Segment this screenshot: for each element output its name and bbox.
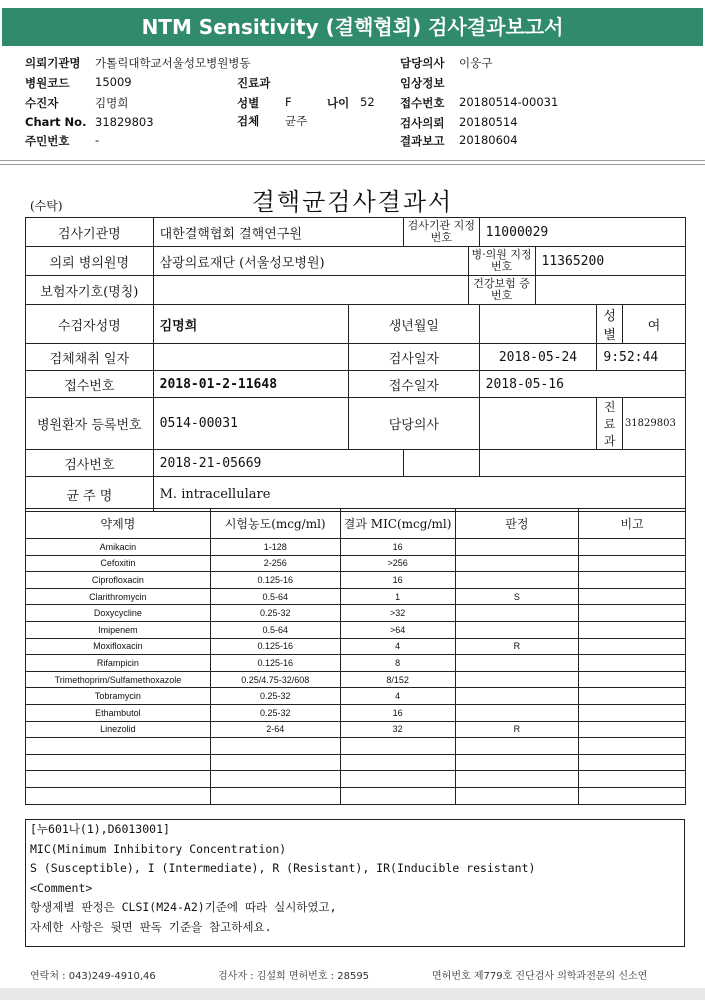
cell-interp: R xyxy=(455,638,579,655)
drug-header: 약제명 xyxy=(26,509,211,539)
cell-drug: Ciprofloxacin xyxy=(26,572,211,589)
cell-mic: 32 xyxy=(340,721,455,738)
request-value: 20180514 xyxy=(459,115,518,129)
cell-mic: 4 xyxy=(340,638,455,655)
cell-drug: Linezolid xyxy=(26,721,211,738)
table-row xyxy=(26,655,686,672)
cell-mic: >32 xyxy=(340,605,455,622)
results-table xyxy=(25,508,686,805)
cell-conc: 0.125-16 xyxy=(210,638,340,655)
receipt-no-value: 2018-01-2-11648 xyxy=(153,371,348,398)
empty-cell xyxy=(403,450,479,477)
reg-no-value: 0514-00031 xyxy=(153,398,348,450)
cell-conc: 0.125-16 xyxy=(210,572,340,589)
receipt-value: 20180514-00031 xyxy=(459,95,559,109)
insured-label: 보험자기호(명칭) xyxy=(26,276,154,305)
cell-conc: 0.25/4.75-32/608 xyxy=(210,671,340,688)
cell-drug xyxy=(26,787,211,804)
comment-line: 자세한 사항은 뒷면 판독 기준을 참고하세요. xyxy=(30,919,272,934)
name-value: 김명희 xyxy=(95,96,129,110)
cell-conc xyxy=(210,771,340,788)
cell-interp xyxy=(455,655,579,672)
birth-value xyxy=(479,305,597,344)
doctor-label: 담당의사 xyxy=(400,56,445,70)
report-value: 20180604 xyxy=(459,133,518,147)
age-label: 나이 xyxy=(327,96,350,110)
chart-label: Chart No. xyxy=(25,115,87,129)
cell-interp: S xyxy=(455,588,579,605)
request-label: 검사의뢰 xyxy=(400,116,445,130)
cell-interp xyxy=(455,539,579,556)
test-date-label: 검사일자 xyxy=(349,344,480,371)
strain-label: 균 주 명 xyxy=(26,477,154,512)
cell-conc: 0.5-64 xyxy=(210,588,340,605)
table-row xyxy=(26,572,686,589)
cell-note xyxy=(579,605,686,622)
table-row xyxy=(26,555,686,572)
cell-drug xyxy=(26,754,211,771)
cell-note xyxy=(579,787,686,804)
note-header: 비고 xyxy=(579,509,686,539)
table-row xyxy=(26,754,686,771)
doctor-value xyxy=(479,398,597,450)
specimen-value: 균주 xyxy=(285,114,308,128)
insured-value xyxy=(153,276,468,305)
empty-cell xyxy=(479,450,685,477)
cell-interp xyxy=(455,621,579,638)
test-date-value: 2018-05-24 xyxy=(479,344,597,371)
dept-value: 31829803 xyxy=(622,398,685,450)
lab-no-label: 검사기관 지정번호 xyxy=(403,218,479,247)
collect-label: 검체채취 일자 xyxy=(26,344,154,371)
report-label: 결과보고 xyxy=(400,134,445,148)
cell-conc: 1-128 xyxy=(210,539,340,556)
report-banner-title: NTM Sensitivity (결핵협회) 검사결과보고서 xyxy=(2,8,703,46)
health-no-label: 건강보험 증번호 xyxy=(468,276,535,305)
cell-mic: 16 xyxy=(340,704,455,721)
cell-mic: >256 xyxy=(340,555,455,572)
table-row xyxy=(26,605,686,622)
cell-conc xyxy=(210,738,340,755)
cell-interp xyxy=(455,605,579,622)
cell-interp xyxy=(455,787,579,804)
table-row xyxy=(26,638,686,655)
divider xyxy=(0,160,705,161)
comment-box xyxy=(25,819,685,947)
specimen-label: 검체 xyxy=(237,114,260,128)
req-hosp-value: 삼광의료재단 (서울성모병원) xyxy=(153,247,468,276)
cell-mic: >64 xyxy=(340,621,455,638)
cell-conc: 2-256 xyxy=(210,555,340,572)
cell-drug: Clarithromycin xyxy=(26,588,211,605)
id-label: 주민번호 xyxy=(25,134,70,148)
lab-value: 대한결핵협회 결핵연구원 xyxy=(153,218,403,247)
divider xyxy=(0,164,705,165)
footer-examiner: 검사자 : 김설희 면허번호 : 28595 xyxy=(218,971,370,982)
cell-note xyxy=(579,721,686,738)
cell-drug: Rifampicin xyxy=(26,655,211,672)
clinical-label: 임상정보 xyxy=(400,76,445,90)
bottom-strip xyxy=(0,988,705,1000)
comment-line: [누601나(1),D6013001] xyxy=(30,822,170,836)
cell-mic xyxy=(340,754,455,771)
health-no-value xyxy=(535,276,685,305)
cell-mic xyxy=(340,787,455,804)
cell-interp xyxy=(455,572,579,589)
cell-interp xyxy=(455,738,579,755)
cell-note xyxy=(579,572,686,589)
cell-mic: 1 xyxy=(340,588,455,605)
table-row xyxy=(26,621,686,638)
table-row xyxy=(26,588,686,605)
receipt-date-label: 접수일자 xyxy=(349,371,480,398)
receipt-label: 접수번호 xyxy=(400,96,445,110)
cell-drug: Imipenem xyxy=(26,621,211,638)
sex-value: 여 xyxy=(622,305,685,344)
cell-interp xyxy=(455,754,579,771)
cell-conc: 0.25-32 xyxy=(210,605,340,622)
table-row xyxy=(26,704,686,721)
cell-mic: 4 xyxy=(340,688,455,705)
receipt-no-label: 접수번호 xyxy=(26,371,154,398)
cell-drug: Moxifloxacin xyxy=(26,638,211,655)
reg-no-label: 병원환자 등록번호 xyxy=(26,398,154,450)
cell-note xyxy=(579,671,686,688)
hospital-label: 의뢰기관명 xyxy=(25,56,81,70)
test-no-label: 검사번호 xyxy=(26,450,154,477)
cell-interp: R xyxy=(455,721,579,738)
lab-label: 검사기관명 xyxy=(26,218,154,247)
cell-interp xyxy=(455,688,579,705)
footer-license: 면허번호 제779호 진단검사 의학과전문의 신소연 xyxy=(432,971,648,982)
cell-note xyxy=(579,621,686,638)
cell-mic: 16 xyxy=(340,572,455,589)
collect-value xyxy=(153,344,348,371)
req-hosp-label: 의뢰 병의원명 xyxy=(26,247,154,276)
cell-drug xyxy=(26,771,211,788)
cell-mic: 8 xyxy=(340,655,455,672)
cell-note xyxy=(579,704,686,721)
cell-drug: Amikacin xyxy=(26,539,211,556)
table-row xyxy=(26,671,686,688)
cell-conc xyxy=(210,787,340,804)
cell-conc: 0.5-64 xyxy=(210,621,340,638)
cell-note xyxy=(579,771,686,788)
examinee-value: 김명희 xyxy=(153,305,348,344)
cell-mic: 8/152 xyxy=(340,671,455,688)
cell-note xyxy=(579,588,686,605)
cell-mic xyxy=(340,738,455,755)
sex-value: F xyxy=(285,95,292,109)
code-value: 15009 xyxy=(95,75,132,89)
dept-label: 진료과 xyxy=(597,398,623,450)
cell-drug: Ethambutol xyxy=(26,704,211,721)
cell-note xyxy=(579,539,686,556)
hosp-no-label: 병·의원 지정번호 xyxy=(468,247,535,276)
chart-value: 31829803 xyxy=(95,115,154,129)
hospital-value: 가톨릭대학교서울성모병원병동 xyxy=(95,56,251,70)
cell-conc xyxy=(210,754,340,771)
table-row xyxy=(26,738,686,755)
cell-conc: 0.25-32 xyxy=(210,704,340,721)
comment-line: <Comment> xyxy=(30,880,93,895)
table-row xyxy=(26,539,686,556)
cell-interp xyxy=(455,771,579,788)
dept-label: 진료과 xyxy=(237,76,271,90)
strain-value: M. intracellulare xyxy=(153,477,685,512)
cell-drug: Tobramycin xyxy=(26,688,211,705)
table-row xyxy=(26,688,686,705)
doctor-value: 이웅구 xyxy=(459,56,493,70)
lab-no-value: 11000029 xyxy=(479,218,685,247)
table-row xyxy=(26,771,686,788)
conc-header: 시험농도(mcg/ml) xyxy=(210,509,340,539)
cell-conc: 0.25-32 xyxy=(210,688,340,705)
test-no-value: 2018-21-05669 xyxy=(153,450,403,477)
examinee-label: 수검자성명 xyxy=(26,305,154,344)
name-label: 수진자 xyxy=(25,96,59,110)
table-row xyxy=(26,721,686,738)
cell-note xyxy=(579,738,686,755)
consignment-tag: (수탁) xyxy=(30,199,63,213)
comment-line: MIC(Minimum Inhibitory Concentration) xyxy=(30,841,287,856)
mic-header: 결과 MIC(mcg/ml) xyxy=(340,509,455,539)
cell-interp xyxy=(455,671,579,688)
cell-note xyxy=(579,754,686,771)
cell-drug xyxy=(26,738,211,755)
cell-drug: Trimethoprim/Sulfamethoxazole xyxy=(26,671,211,688)
sex-label: 성별 xyxy=(237,96,260,110)
test-time-value: 9:52:44 xyxy=(597,344,686,371)
cell-conc: 0.125-16 xyxy=(210,655,340,672)
sex-label: 성별 xyxy=(597,305,623,344)
cell-interp xyxy=(455,555,579,572)
results-header-row xyxy=(26,509,686,539)
interp-header: 판정 xyxy=(455,509,579,539)
comment-line: S (Susceptible), I (Intermediate), R (Resistant), IR(Inducible resistant) xyxy=(30,861,536,875)
report-title: 결핵균검사결과서 xyxy=(251,188,454,216)
footer-contact: 연락처 : 043)249-4910,46 xyxy=(30,971,156,982)
birth-label: 생년월일 xyxy=(349,305,480,344)
id-value: - xyxy=(95,133,100,147)
cell-note xyxy=(579,638,686,655)
cell-mic: 16 xyxy=(340,539,455,556)
cell-note xyxy=(579,555,686,572)
cell-mic xyxy=(340,771,455,788)
age-value: 52 xyxy=(360,95,375,109)
cell-drug: Cefoxitin xyxy=(26,555,211,572)
report-banner xyxy=(0,0,705,46)
report-info-table xyxy=(25,217,686,512)
receipt-date-value: 2018-05-16 xyxy=(479,371,685,398)
hosp-no-value: 11365200 xyxy=(535,247,685,276)
cell-note xyxy=(579,688,686,705)
cell-interp xyxy=(455,704,579,721)
doctor-label: 담당의사 xyxy=(349,398,480,450)
code-label: 병원코드 xyxy=(25,76,70,90)
cell-conc: 2-64 xyxy=(210,721,340,738)
table-row xyxy=(26,787,686,804)
comment-line: 항생제별 판정은 CLSI(M24-A2)기준에 따라 실시하였고, xyxy=(30,900,337,914)
cell-note xyxy=(579,655,686,672)
cell-drug: Doxycycline xyxy=(26,605,211,622)
